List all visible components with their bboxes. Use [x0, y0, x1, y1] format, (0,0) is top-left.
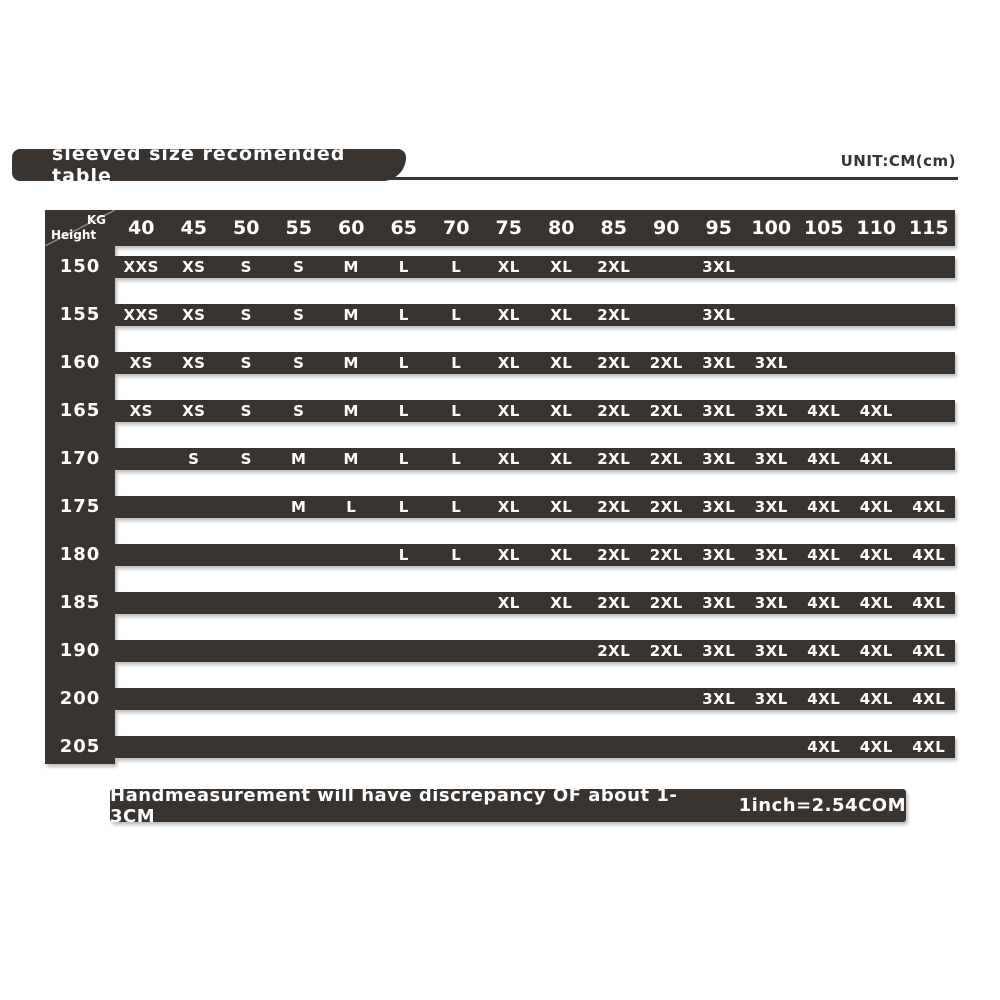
size-cell: XL [497, 402, 520, 420]
height-label: 205 [59, 736, 101, 757]
weight-column-header: 70 [443, 217, 470, 239]
size-cell: M [343, 402, 359, 420]
size-cell: 3XL [702, 354, 736, 372]
weight-column-header: 80 [548, 217, 575, 239]
size-cell: XS [182, 258, 206, 276]
size-cell: 3XL [754, 450, 788, 468]
size-cell: 3XL [754, 690, 788, 708]
size-cell: 4XL [912, 594, 946, 612]
size-cell: L [398, 402, 409, 420]
table-body [115, 210, 955, 784]
size-cell: 4XL [807, 498, 841, 516]
size-cell: S [240, 306, 252, 324]
size-cell: L [451, 258, 462, 276]
size-row-bar [115, 640, 955, 662]
title-band [12, 143, 958, 187]
size-row-bar [115, 256, 955, 278]
size-cell: 3XL [702, 690, 736, 708]
size-cell: XL [550, 498, 573, 516]
size-cell: 4XL [859, 546, 893, 564]
weight-column-header: 85 [600, 217, 627, 239]
size-cell: 4XL [807, 450, 841, 468]
size-cell: XL [550, 306, 573, 324]
size-cell: M [291, 498, 307, 516]
size-cell: 2XL [649, 498, 683, 516]
size-cell: 2XL [649, 546, 683, 564]
size-row-bar [115, 352, 955, 374]
size-cell: 2XL [597, 402, 631, 420]
size-cell: 4XL [859, 498, 893, 516]
size-cell: L [398, 450, 409, 468]
size-cell: 2XL [649, 402, 683, 420]
height-axis-label: Height [51, 228, 97, 242]
table-row [115, 352, 955, 400]
table-row [115, 688, 955, 736]
size-cell: 2XL [649, 642, 683, 660]
footer-note [110, 784, 906, 827]
table-row [115, 544, 955, 592]
size-cell: XL [497, 594, 520, 612]
size-cell: L [398, 498, 409, 516]
size-cell: S [293, 354, 305, 372]
size-cell: 4XL [859, 690, 893, 708]
table-row [115, 592, 955, 640]
size-cell: 4XL [859, 594, 893, 612]
size-cell: M [343, 354, 359, 372]
weight-column-header: 100 [751, 217, 792, 239]
size-cell: XXS [123, 258, 159, 276]
size-cell: M [291, 450, 307, 468]
table-row [115, 256, 955, 304]
size-cell: L [398, 354, 409, 372]
table-row [115, 400, 955, 448]
weight-column-header: 40 [128, 217, 155, 239]
size-cell: 4XL [912, 738, 946, 756]
size-cell: 4XL [807, 546, 841, 564]
size-cell: L [451, 450, 462, 468]
size-cell: 2XL [597, 306, 631, 324]
kg-axis-label: KG [86, 213, 106, 227]
height-label: 185 [59, 592, 101, 613]
conversion-note: 1inch=2.54COM [738, 795, 906, 816]
table-row [115, 496, 955, 544]
table-row [115, 736, 955, 784]
discrepancy-note: Handmeasurement will have discrepancy OF about 1-3CM [110, 784, 678, 827]
size-cell: 4XL [859, 738, 893, 756]
size-cell: XS [182, 402, 206, 420]
weight-column-header: 45 [180, 217, 207, 239]
size-cell: L [451, 402, 462, 420]
height-label: 175 [59, 496, 101, 517]
height-label: 170 [59, 448, 101, 469]
height-labels [45, 246, 115, 764]
size-cell: 4XL [807, 594, 841, 612]
size-cell: XS [129, 354, 153, 372]
size-row-bar [115, 448, 955, 470]
height-label: 180 [59, 544, 101, 565]
size-cell: XL [550, 402, 573, 420]
size-cell: L [398, 258, 409, 276]
unit-label: UNIT:CM(cm) [840, 152, 956, 170]
size-cell: M [343, 306, 359, 324]
height-label: 200 [59, 688, 101, 709]
size-cell: 4XL [859, 450, 893, 468]
size-cell: 4XL [807, 642, 841, 660]
size-cell: XL [550, 354, 573, 372]
size-cell: 4XL [912, 546, 946, 564]
height-label: 160 [59, 352, 101, 373]
size-cell: XL [550, 450, 573, 468]
size-cell: L [346, 498, 357, 516]
size-cell: 3XL [754, 642, 788, 660]
size-cell: S [293, 258, 305, 276]
size-cell: S [293, 306, 305, 324]
size-cell: XL [550, 258, 573, 276]
weight-column-header: 50 [233, 217, 260, 239]
height-label: 190 [59, 640, 101, 661]
size-cell: 3XL [702, 402, 736, 420]
size-row-bar [115, 400, 955, 422]
size-cell: S [240, 354, 252, 372]
size-cell: 3XL [702, 546, 736, 564]
size-cell: XS [129, 402, 153, 420]
size-cell: 4XL [912, 690, 946, 708]
size-cell: S [188, 450, 200, 468]
size-cell: XL [497, 498, 520, 516]
size-cell: XL [497, 306, 520, 324]
table-row [115, 640, 955, 688]
size-cell: 2XL [597, 498, 631, 516]
size-cell: 2XL [597, 594, 631, 612]
size-cell: 4XL [912, 498, 946, 516]
size-cell: S [240, 402, 252, 420]
size-cell: XL [497, 546, 520, 564]
weight-column-header: 60 [338, 217, 365, 239]
size-cell: 4XL [859, 402, 893, 420]
size-cell: 2XL [597, 450, 631, 468]
height-column [45, 210, 115, 764]
size-bars [115, 246, 955, 784]
size-cell: 3XL [754, 498, 788, 516]
title-box [12, 143, 406, 187]
size-cell: L [398, 546, 409, 564]
size-cell: 3XL [754, 594, 788, 612]
size-cell: 2XL [597, 258, 631, 276]
size-cell: 3XL [754, 546, 788, 564]
size-row-bar [115, 496, 955, 518]
size-cell: L [451, 498, 462, 516]
size-cell: XL [497, 450, 520, 468]
weight-column-header: 115 [908, 217, 949, 239]
size-cell: XL [550, 594, 573, 612]
size-cell: 3XL [702, 594, 736, 612]
height-label: 150 [59, 256, 101, 277]
height-label: 155 [59, 304, 101, 325]
size-cell: 2XL [597, 546, 631, 564]
size-cell: 3XL [702, 306, 736, 324]
size-row-bar [115, 736, 955, 758]
weight-header-cells [115, 210, 955, 246]
size-cell: 3XL [754, 354, 788, 372]
size-cell: L [398, 306, 409, 324]
weight-column-header: 105 [803, 217, 844, 239]
size-row-bar [115, 688, 955, 710]
size-cell: XS [182, 354, 206, 372]
size-cell: XL [497, 258, 520, 276]
size-cell: S [293, 402, 305, 420]
size-cell: XL [497, 354, 520, 372]
weight-column-header: 75 [495, 217, 522, 239]
size-row-bar [115, 544, 955, 566]
size-cell: XS [182, 306, 206, 324]
size-cell: XXS [123, 306, 159, 324]
size-cell: 3XL [702, 258, 736, 276]
weight-column-header: 90 [653, 217, 680, 239]
size-cell: 2XL [649, 354, 683, 372]
size-cell: 3XL [702, 450, 736, 468]
size-cell: M [343, 450, 359, 468]
size-row-bar [115, 592, 955, 614]
table-row [115, 448, 955, 496]
corner-cell [45, 210, 115, 246]
size-cell: 2XL [597, 642, 631, 660]
size-cell: S [240, 258, 252, 276]
size-row-bar [115, 304, 955, 326]
size-cell: 2XL [597, 354, 631, 372]
weight-column-header: 110 [856, 217, 897, 239]
size-cell: 4XL [912, 642, 946, 660]
size-cell: 2XL [649, 450, 683, 468]
size-cell: 3XL [702, 642, 736, 660]
size-cell: M [343, 258, 359, 276]
table-row [115, 304, 955, 352]
size-cell: S [240, 450, 252, 468]
weight-column-header: 65 [390, 217, 417, 239]
size-cell: XL [550, 546, 573, 564]
size-cell: L [451, 306, 462, 324]
size-cell: 4XL [859, 642, 893, 660]
size-cell: L [451, 546, 462, 564]
size-table [45, 210, 955, 784]
page-title: sleeved size recomended table [52, 143, 346, 187]
size-cell: L [451, 354, 462, 372]
size-cell: 2XL [649, 594, 683, 612]
size-cell: 3XL [702, 498, 736, 516]
weight-column-header: 55 [285, 217, 312, 239]
size-cell: 4XL [807, 402, 841, 420]
size-cell: 3XL [754, 402, 788, 420]
size-cell: 4XL [807, 738, 841, 756]
size-cell: 4XL [807, 690, 841, 708]
height-label: 165 [59, 400, 101, 421]
weight-column-header: 95 [705, 217, 732, 239]
